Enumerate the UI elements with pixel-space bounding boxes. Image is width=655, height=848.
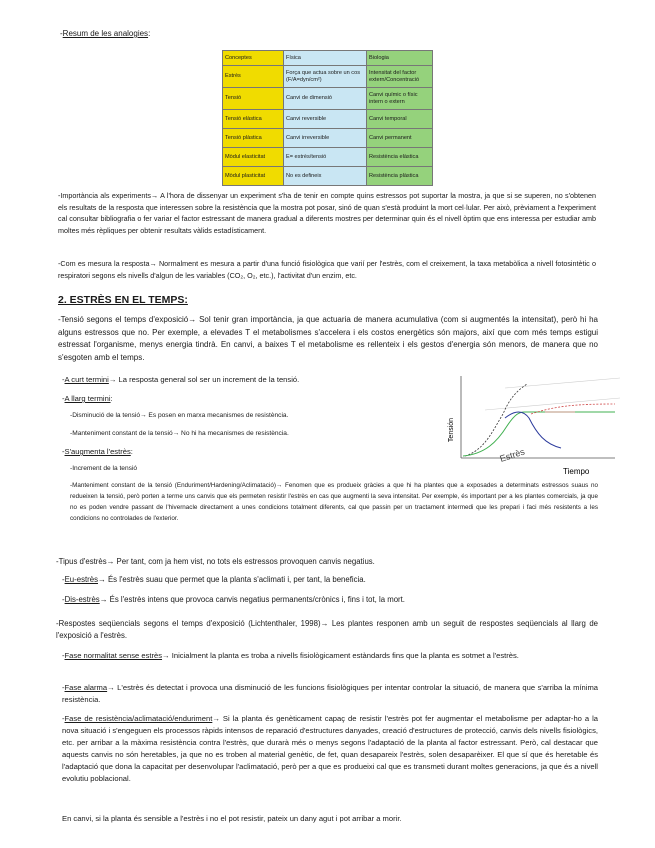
table-cell: No es defineix: [284, 167, 367, 186]
analogies-heading: -Resum de les analogies:: [60, 29, 151, 38]
tipus-estres: -Tipus d'estrès→ Per tant, com ja hem vist, no tots els estressos provoquen canvis negatius.: [56, 557, 375, 566]
curt-text: → La resposta general sol ser un increment de la tensió.: [108, 375, 300, 384]
section-title: 2. ESTRÈS EN EL TEMPS:: [58, 294, 188, 306]
fase1-label: Fase normalitat sense estrès: [64, 651, 163, 660]
table-cell: Resistència elàstica: [367, 148, 433, 167]
fase1-text: → Inicialment la planta es troba a nivells fisiològicament estàndards fins que la planta es sotmet a l'estrès.: [162, 651, 519, 660]
header-cell: Física: [284, 51, 367, 66]
table-row: [223, 66, 433, 88]
table-cell: Tensió elàstica: [223, 110, 284, 129]
paragraph-intro: -Tensió segons el temps d'exposició→ Sol tenir gran importància, ja que actuaria de manera acumulativa (com si augmentés la intensitat), però hi ha alguns estressos que no. Per exemple, a elevades T el metabolismes s'accelera i els costos energètics són majors, així que com més temps estigui estressat l'organisme, menys energia tindrà. En canvi, a baixes T el metabolisme es rellenteix i els gestos d'energia són menors, de manera que no s'esgoten amb el temps.: [58, 315, 598, 362]
table-row: [223, 129, 433, 148]
eu-estres: -Eu-estrès→ És l'estrès suau que permet que la planta s'aclimati i, per tant, la beneficia.: [62, 575, 366, 584]
eu-text: → És l'estrès suau que permet que la planta s'aclimati i, per tant, la beneficia.: [97, 575, 366, 584]
table-cell: Canvi reversible: [284, 110, 367, 129]
table-row: [223, 167, 433, 186]
fase3-text: → Si la planta és genèticament capaç de resistir l'estrès pot fer augmentar el metabolisme per adaptar-ho a la nova situació i s'engeguen els processos ràpids intensos de reparació d'estructures danyades, creació d'estructures de protecció, canvis dels nivells fisiològics, etc. per arribar a la màxima resistència contra l'estrès, que durarà més o menys segons l'adaptació de la planta al factor estressant. Però, cal destacar que aquests canvis no són heretables, ja que no es troben al material genètic, de fet, quan desapareix l'estrès, solen desaparèixer. El que sí que és heretable és l'adaptació que dona la capacitat per desenvolupar l'aclimatació, però per a que es produeixi cal que es transmeti durant moltes generacions, ja que és a nivell evolutiu poblacional.: [62, 714, 598, 783]
llarg-item: -Disminució de la tensió→ Es posen en marxa mecanismes de resistència.: [70, 412, 289, 419]
dis-estres: -Dis-estrès→ És l'estrès intens que provoca canvis negatius permanents/crònics i, fins i tot, la mort.: [62, 595, 405, 604]
graph-xlabel: Tiempo: [563, 467, 590, 476]
table-cell: Canvi químic o físic intern o extern: [367, 88, 433, 110]
table-cell: Canvi temporal: [367, 110, 433, 129]
respostes-intro: -Respostes seqüencials segons el temps d'exposició (Lichtenthaler, 1998)→ Les plantes responen amb un seguit de respostes seqüencials al llarg de l'exposició a l'estrès.: [56, 619, 598, 640]
analogies-table: [222, 50, 433, 186]
fase3-label: Fase de resistència/aclimatació/enduriment: [64, 714, 213, 723]
fase-normalitat: -Fase normalitat sense estrès→ Inicialment la planta es troba a nivells fisiològicament estàndards fins que la planta es sotmet a l'estrès.: [62, 651, 519, 660]
table-cell: Resistència plàstica: [367, 167, 433, 186]
table-cell: Estrès: [223, 66, 284, 88]
llarg-item: -Manteniment constant de la tensió→ No hi ha mecanismes de resistència.: [70, 430, 289, 437]
table-cell: E= estrès/tensió: [284, 148, 367, 167]
fase-alarma: -Fase alarma→ L'estrès és detectat i provoca una disminució de les funcions fisiològiques per intentar controlar la situació, de manera que s'arriba la mínima resistència.: [62, 683, 598, 704]
paragraph-importancia: -Importància als experiments→ A l'hora de dissenyar un experiment s'ha de tenir en compte quins estressos pot suportar la mostra, ja que si se superen, no s'obtenen els resultats de la resposta que interessen sobre la resistència que la mostra pot posar, sinó de quan s'està produint la mort cel·lular. Per això, prèviament a l'experiment cal consultar bibliografia o fer variar el factor estressant de manera gradual a diferents mostres per determinar quin és el nivell òptim que ens interessa per estudiar amb moltes més rèpliques per obtenir resultats vàlids estadísticament.: [58, 191, 596, 235]
curt-termini: -A curt termini→ La resposta general sol ser un increment de la tensió.: [62, 375, 300, 384]
fase2-text: → L'estrès és detectat i provoca una disminució de les funcions fisiològiques per intentar controlar la situació, de manera que s'arriba la mínima resistència.: [62, 683, 598, 704]
graph-ylabel: Tensión: [448, 417, 455, 443]
table-cell: Mòdul plasticitat: [223, 167, 284, 186]
paragraph-mesura: -Com es mesura la resposta→ Normalment es mesura a partir d'una funció fisiològica que varií per l'estrès, com el creixement, la taxa metabòlica a nivell fotosintètic o respiratori segons els nivells d'algun de les variables (CO₂, O₂, etc.), l'activitat d'un enzim, etc.: [58, 259, 596, 280]
dis-label: Dis-estrès: [64, 595, 100, 604]
table-cell: Mòdul elasticitat: [223, 148, 284, 167]
stress-curve: [465, 384, 527, 456]
header-cell: Conceptes: [223, 51, 284, 66]
llarg-termini: -A llarg termini:: [62, 394, 113, 403]
table-header-row: [223, 51, 433, 66]
table-row: [223, 88, 433, 110]
final-paragraph: En canvi, si la planta és sensible a l'estrès i no el pot resistir, pateix un dany agut i pot arribar a morir.: [62, 814, 402, 823]
tension-graph: [445, 370, 625, 480]
table-row: [223, 148, 433, 167]
table-cell: Canvi irreversible: [284, 129, 367, 148]
eu-label: Eu-estrès: [64, 575, 98, 584]
grid-line: [505, 378, 620, 388]
dis-text: → És l'estrès intens que provoca canvis negatius permanents/crònics i, fins i tot, la mort.: [99, 595, 405, 604]
table-cell: Canvi de dimensió: [284, 88, 367, 110]
table-cell: Tensió: [223, 88, 284, 110]
augmenta-estres: -S'augmenta l'estrès:: [62, 447, 133, 456]
augmenta-item: -Manteniment constant de la tensió (Enduriment/Hardening/Aclimatació)→ Fenomen que es produeix gràcies a que hi ha plantes que a exposades a determinats estressos suaus no redueixen la tensió, però porten a terme uns canvis que els permeten resistir l'estrès en cas que augmenti la seva intensitat. Per exemple, és important per a les plantes comercials, ja que no es poden vendre passant de l'hivernacle directament a unes condicions totalment diferents, cal que passin per un tractament intermedi que les prepari i faci més resistents a les condicions no controlades de l'exterior.: [70, 482, 598, 522]
table-cell: Canvi permanent: [367, 129, 433, 148]
table-cell: Força que actua sobre un cos (F/A=dyn/cm²): [284, 66, 367, 88]
graph-curve-label: Estrès: [498, 446, 526, 464]
curt-label: A curt termini: [64, 375, 109, 384]
augmenta-item: -Increment de la tensió: [70, 465, 138, 472]
table-row: [223, 110, 433, 129]
table-cell: Tensió plàstica: [223, 129, 284, 148]
header-cell: Biologia: [367, 51, 433, 66]
fase-resistencia: -Fase de resistència/aclimatació/enduriment→ Si la planta és genèticament capaç de resistir l'estrès pot fer augmentar el metabolisme per adaptar-ho a la nova situació i s'engeguen els processos ràpids intensos de reparació d'estructures danyades, creació d'estructures de protecció, canvis dels nivells fisiològics, etc. per arribar a la màxima resistència contra l'estrès, que durarà més o menys segons l'adaptació de la planta al factor estressant. Però, cal destacar que aquests canvis no són heretables, ja que no es troben al material genètic, de fet, quan desapareix l'estrès, solen desaparèixer. El que sí que és heretable és l'adaptació que dona la capacitat per desenvolupar l'aclimatació, però per a que es produeixi cal que es transmeti durant moltes generacions, ja que és a nivell evolutiu poblacional.: [62, 714, 598, 783]
table-cell: Intensitat del factor extern/Concentració: [367, 66, 433, 88]
fase2-label: Fase alarma: [64, 683, 108, 692]
